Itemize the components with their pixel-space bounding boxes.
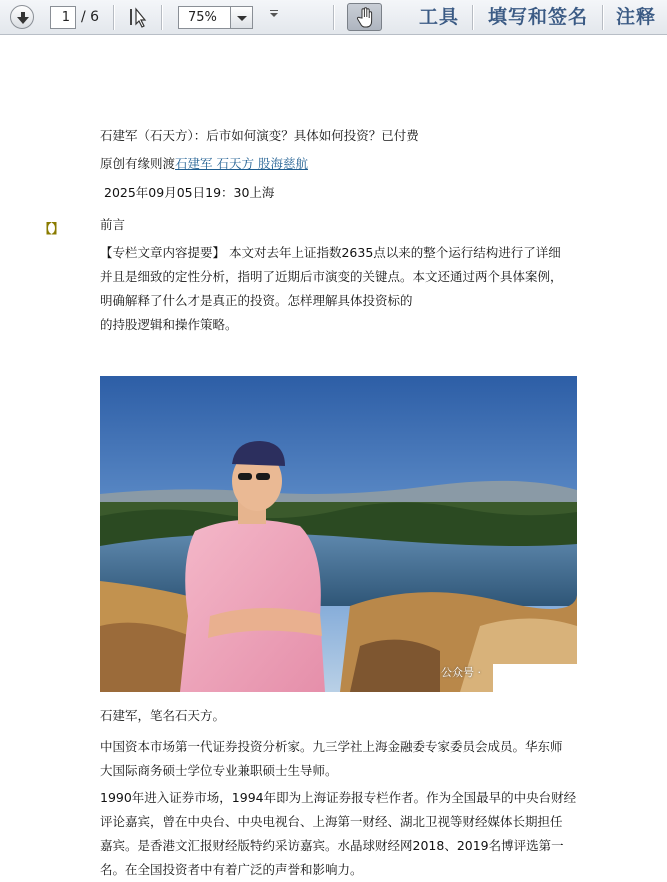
toolbar-divider xyxy=(113,5,115,30)
summary-line: 【专栏文章内容提要】 本文对去年上证指数2635点以来的整个运行结构进行了详细 xyxy=(100,245,561,260)
zoom-dropdown-button[interactable] xyxy=(231,6,253,29)
pdf-toolbar xyxy=(0,0,667,35)
author-photo xyxy=(100,376,577,692)
more-tools-icon[interactable] xyxy=(270,13,278,17)
tools-menu[interactable]: 工具 xyxy=(419,6,460,28)
bio-line: 大国际商务硕士学位专业兼职硕士生导师。 xyxy=(100,763,338,778)
bio-line: 评论嘉宾，曾在中央台、中央电视台、上海第一财经、湖北卫视等财经媒体长期担任 xyxy=(100,814,563,829)
bio-paragraph-1 xyxy=(100,735,580,783)
byline-prefix: 原创有缘则渡 xyxy=(100,156,176,171)
summary-line: 并且是细致的定性分析，指明了近期后市演变的关键点。本文还通过两个具体案例， xyxy=(100,269,563,284)
summary-line: 的持股逻辑和操作策略。 xyxy=(100,317,238,332)
toolbar-divider xyxy=(333,5,335,30)
fill-and-sign-menu[interactable]: 填写和签名 xyxy=(488,6,589,28)
watermark-cover xyxy=(493,664,577,692)
bio-line: 嘉宾。是香港文汇报财经版特约采访嘉宾。水晶球财经网2018、2019名博评选第一 xyxy=(100,838,564,853)
toolbar-divider xyxy=(161,5,163,30)
hand-tool-button[interactable] xyxy=(347,3,382,31)
photo-caption: 石建军，笔名石天方。 xyxy=(100,708,226,723)
hand-icon xyxy=(356,7,374,29)
photo-watermark: 公众号 · xyxy=(441,666,481,679)
page-number-input[interactable]: 1 xyxy=(50,6,76,29)
toolbar-divider xyxy=(472,5,474,30)
toolbar-divider xyxy=(602,5,604,30)
publish-datetime: 2025年09月05日19：30上海 xyxy=(104,185,275,200)
bio-line: 名。在全国投资者中有着广泛的声誉和影响力。 xyxy=(100,862,363,877)
zoom-input[interactable]: 75% xyxy=(178,6,231,29)
article-title: 石建军（石天方）：后市如何演变？具体如何投资？已付费 xyxy=(100,128,419,143)
bio-line: 中国资本市场第一代证券投资分析家。九三学社上海金融委专家委员会成员。华东师 xyxy=(100,739,563,754)
download-arrow-icon xyxy=(15,10,31,26)
bio-line: 1990年进入证券市场，1994年即为上海证券报专栏作者。作为全国最早的中央台财经 xyxy=(100,790,577,805)
preface-heading: 前言 xyxy=(100,217,126,232)
page-total: / 6 xyxy=(81,9,100,25)
summary-line: 明确解释了什么才是真正的投资。怎样理解具体投资标的 xyxy=(100,293,413,308)
bracket-marker: 【】 xyxy=(39,221,65,236)
author-links[interactable]: 石建军 石天方 股海慈航 xyxy=(175,156,308,171)
download-button[interactable] xyxy=(10,5,34,29)
article-byline xyxy=(100,154,308,172)
summary-paragraph xyxy=(100,241,580,337)
bio-paragraph-2 xyxy=(100,786,580,882)
select-cursor-icon[interactable] xyxy=(128,6,150,32)
comment-menu[interactable]: 注释 xyxy=(616,6,657,28)
